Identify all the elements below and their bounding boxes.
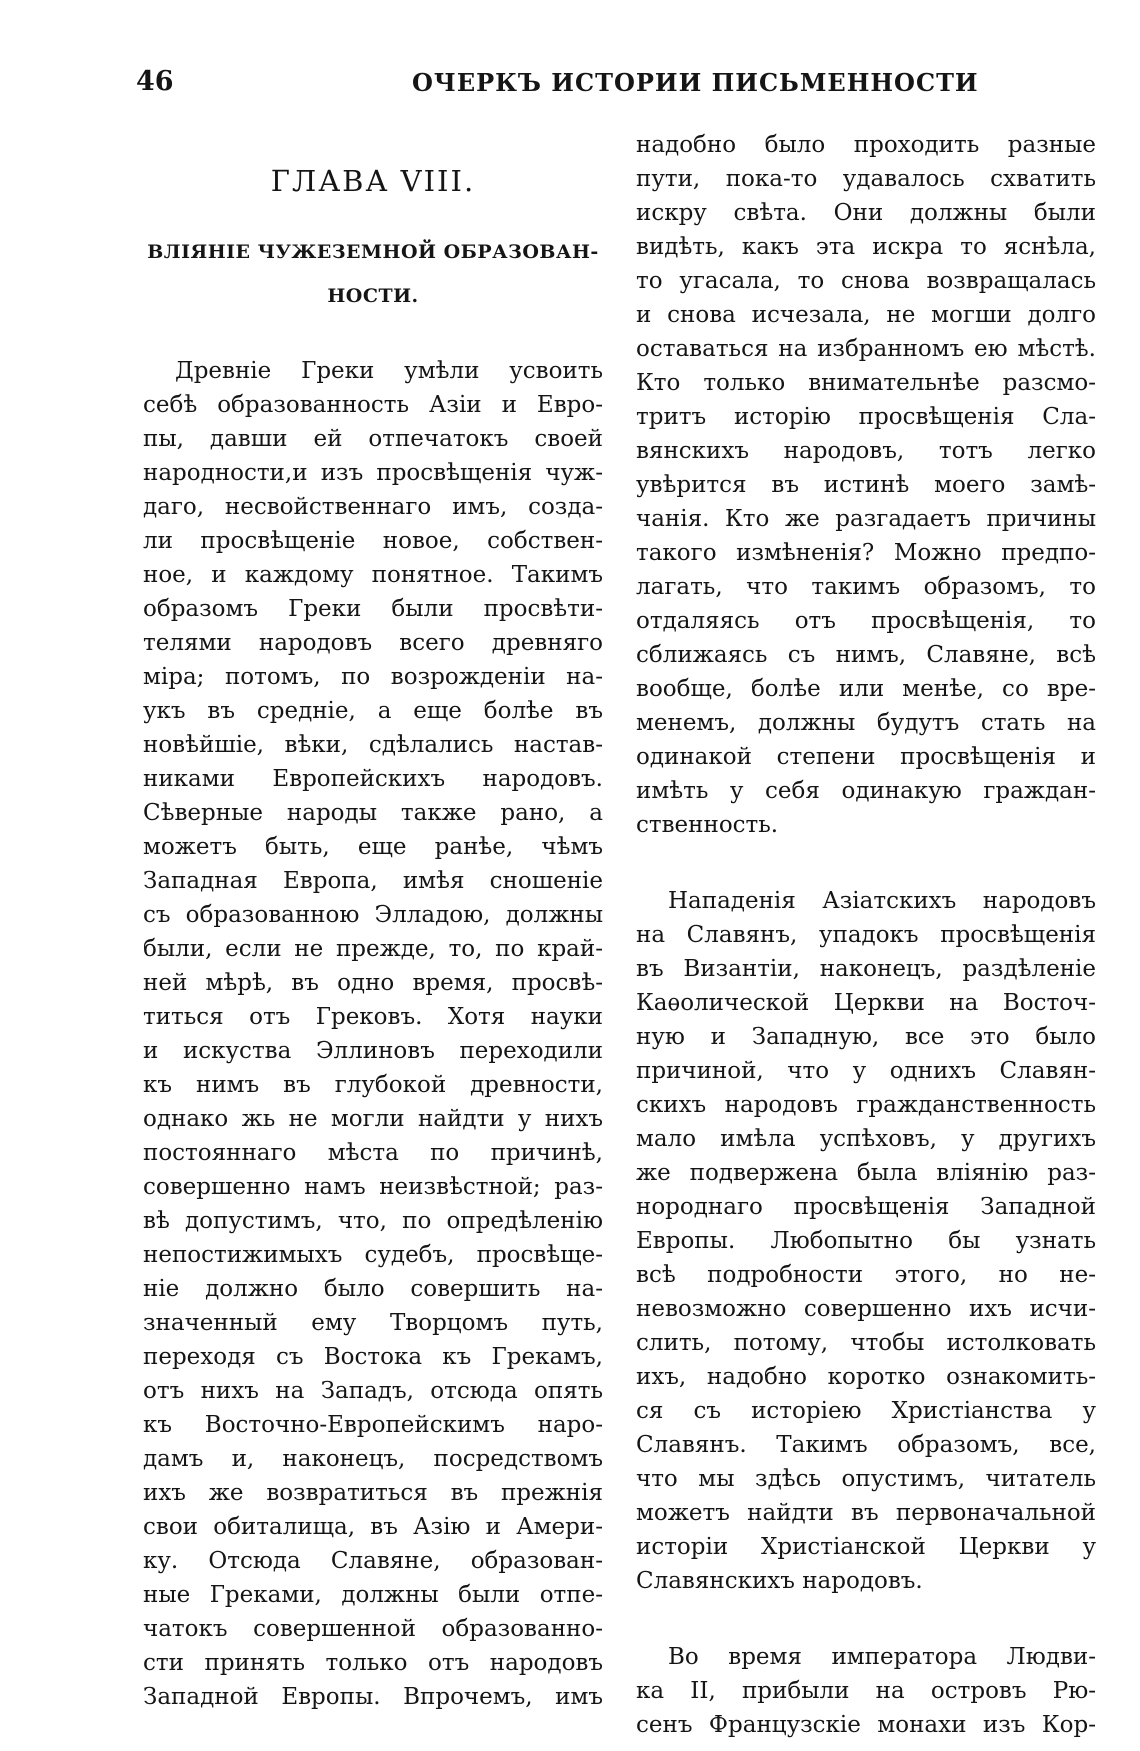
text-line: слить, потому, чтобы истолковать [636, 1330, 1096, 1356]
text-line: Западная Европа, имѣя сношеніе [143, 868, 603, 894]
text-line: вообще, болѣе или менѣе, со вре- [636, 676, 1096, 702]
text-line: оставаться на избранномъ ею мѣстѣ. [636, 336, 1096, 362]
text-line: всѣ подробности этого, но не- [636, 1262, 1096, 1288]
text-line: что мы здѣсь опустимъ, читатель [636, 1466, 1096, 1492]
text-line: однако жь не могли найдти у нихъ [143, 1106, 603, 1132]
paragraph-1 [143, 354, 603, 1714]
text-line: чанія. Кто же разгадаетъ причины [636, 506, 1096, 532]
text-line: то угасала, то снова возвращалась [636, 268, 1096, 294]
text-line: можетъ быть, еще ранѣе, чѣмъ [143, 834, 603, 860]
chapter-subtitle [143, 230, 603, 318]
text-line: образомъ Греки были просвѣти- [143, 596, 603, 622]
chapter-subtitle-line: ВЛІЯНІЕ ЧУЖЕЗЕМНОЙ ОБРАЗОВАН- [147, 241, 599, 263]
text-line: къ нимъ въ глубокой древности, [143, 1072, 603, 1098]
text-line: народности,и изъ просвѣщенія чуж- [143, 460, 603, 486]
text-line: на Славянъ, упадокъ просвѣщенія [636, 922, 1096, 948]
text-line: имѣть у себя одинакую граждан- [636, 778, 1096, 804]
text-line: дамъ и, наконецъ, посредствомъ [143, 1446, 603, 1472]
text-line: ся съ исторіею Христіанства у [636, 1398, 1096, 1424]
text-line: ней мѣрѣ, въ одно время, просвѣ- [143, 970, 603, 996]
text-line: постояннаго мѣста по причинѣ, [143, 1140, 603, 1166]
text-line: нороднаго просвѣщенія Западной [636, 1194, 1096, 1220]
text-line: Древніе Греки умѣли усвоить [175, 358, 603, 384]
text-line: одинакой степени просвѣщенія и [636, 744, 1096, 770]
text-line: непостижимыхъ судебъ, просвѣще- [143, 1242, 603, 1268]
right-column [636, 128, 1096, 1742]
text-line: и искуства Эллиновъ переходили [143, 1038, 603, 1064]
text-line: міра; потомъ, по возрожденіи на- [143, 664, 603, 690]
text-line: такого измѣненія? Можно предпо- [636, 540, 1096, 566]
paragraph-4 [636, 1640, 1096, 1742]
text-line: вянскихъ народовъ, тотъ легко [636, 438, 1096, 464]
text-line: пути, пока-то удавалось схватить [636, 166, 1096, 192]
running-title: ОЧЕРКЪ ИСТОРИИ ПИСЬМЕННОСТИ [412, 68, 979, 97]
text-line: ихъ, надобно коротко ознакомить- [636, 1364, 1096, 1390]
text-line: и снова исчезала, не могши долго [636, 302, 1096, 328]
text-line: тритъ исторію просвѣщенія Сла- [636, 404, 1096, 430]
text-line: ихъ же возвратиться въ прежнія [143, 1480, 603, 1506]
text-line: ку. Отсюда Славяне, образован- [143, 1548, 603, 1574]
text-line: сближаясь съ нимъ, Славяне, всѣ [636, 642, 1096, 668]
text-line: увѣрится въ истинѣ моего замѣ- [636, 472, 1096, 498]
text-line: ніе должно было совершить на- [143, 1276, 603, 1302]
text-line: невозможно совершенно ихъ исчи- [636, 1296, 1096, 1322]
page-number: 46 [136, 66, 174, 97]
text-line: лагать, что такимъ образомъ, то [636, 574, 1096, 600]
text-line: ли просвѣщеніе новое, собствен- [143, 528, 603, 554]
text-line: искру свѣта. Они должны были [636, 200, 1096, 226]
text-line: укъ въ средніе, а еще болѣе въ [143, 698, 603, 724]
text-line: Кто только внимательнѣе разсмо- [636, 370, 1096, 396]
text-line: Каѳолической Церкви на Восточ- [636, 990, 1096, 1016]
text-line: къ Восточно-Европейскимъ наро- [143, 1412, 603, 1438]
text-line: надобно было проходить разные [636, 132, 1096, 158]
text-line: титься отъ Грековъ. Хотя науки [143, 1004, 603, 1030]
text-line: сти принять только отъ народовъ [143, 1650, 603, 1676]
text-line: телями народовъ всего древняго [143, 630, 603, 656]
text-line: Западной Европы. Впрочемъ, имъ [143, 1684, 603, 1710]
text-line: скихъ народовъ гражданственность [636, 1092, 1096, 1118]
text-line: были, если не прежде, то, по край- [143, 936, 603, 962]
text-line: съ образованною Элладою, должны [143, 902, 603, 928]
text-line: переходя съ Востока къ Грекамъ, [143, 1344, 603, 1370]
text-line: себѣ образованность Азіи и Евро- [143, 392, 603, 418]
text-line: отдаляясь отъ просвѣщенія, то [636, 608, 1096, 634]
text-line: значенный ему Творцомъ путь, [143, 1310, 603, 1336]
text-line: причиной, что у однихъ Славян- [636, 1058, 1096, 1084]
paragraph-3 [636, 884, 1096, 1598]
text-line: ное, и каждому понятное. Такимъ [143, 562, 603, 588]
chapter-subtitle-line: НОСТИ. [327, 285, 419, 307]
paragraph-2 [636, 128, 1096, 842]
text-line: чатокъ совершенной образованно- [143, 1616, 603, 1642]
text-line: никами Европейскихъ народовъ. [143, 766, 603, 792]
text-line: совершенно намъ неизвѣстной; раз- [143, 1174, 603, 1200]
text-line: Славянскихъ народовъ. [636, 1568, 923, 1594]
text-line: новѣйшіе, вѣки, сдѣлались настав- [143, 732, 603, 758]
text-line: Европы. Любопытно бы узнать [636, 1228, 1096, 1254]
text-line: ную и Западную, все это было [636, 1024, 1096, 1050]
text-line: даго, несвойственнаго имъ, созда- [143, 494, 603, 520]
text-line: Славянъ. Такимъ образомъ, все, [636, 1432, 1096, 1458]
text-line: свои обиталища, въ Азію и Амери- [143, 1514, 603, 1540]
left-column [143, 128, 603, 1714]
chapter-title: ГЛАВА VIII. [270, 164, 476, 198]
text-line: мало имѣла успѣховъ, у другихъ [636, 1126, 1096, 1152]
text-line: можетъ найдти въ первоначальной [636, 1500, 1096, 1526]
text-line: Сѣверные народы также рано, а [143, 800, 603, 826]
text-line: отъ нихъ на Западъ, отсюда опять [143, 1378, 603, 1404]
text-line: Нападенія Азіатскихъ народовъ [668, 888, 1096, 914]
text-line: же подвержена была вліянію раз- [636, 1160, 1096, 1186]
text-line: Во время императора Людви- [668, 1644, 1096, 1670]
text-line: сенъ Французскіе монахи изъ Кор- [636, 1712, 1096, 1738]
text-line: ные Греками, должны были отпе- [143, 1582, 603, 1608]
text-line: вѣ допустимъ, что, по опредѣленію [143, 1208, 603, 1234]
text-line: видѣть, какъ эта искра то яснѣла, [636, 234, 1096, 260]
text-line: пы, давши ей отпечатокъ своей [143, 426, 603, 452]
page-header [0, 66, 1140, 106]
text-line: ственность. [636, 812, 779, 838]
text-line: исторіи Христіанской Церкви у [636, 1534, 1096, 1560]
text-line: ка II, прибыли на островъ Рю- [636, 1678, 1096, 1704]
text-line: менемъ, должны будутъ стать на [636, 710, 1096, 736]
text-line: въ Византіи, наконецъ, раздѣленіе [636, 956, 1096, 982]
